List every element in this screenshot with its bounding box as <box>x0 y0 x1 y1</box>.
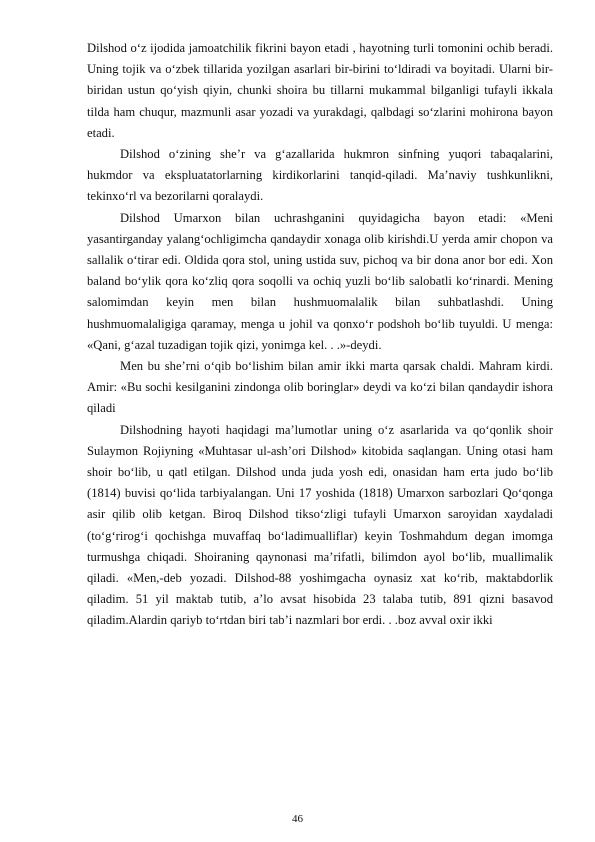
paragraph: Dilshod o‘zining she’r va g‘azallarida hukmron sinfning yuqori tabaqalarini, hukmdor va ekspluatatorlarning kirdikorlarini tanqid-qiladi. Ma’naviy tushkunlikni, tekinxo‘rl va bezorilarni qoralaydi. <box>87 147 553 204</box>
page-number: 46 <box>292 813 303 825</box>
paragraph: Dilshod Umarxon bilan uchrashganini quyidagicha bayon etadi: «Meni yasantirganday yalang‘ochligimcha qandaydir xonaga olib kirishdi.U yerda amir chopon va sallalik o‘tirar edi. Oldida qora stol, uning ustida suv, pichoq va bir dona anor bor edi. Xon baland bo‘ylik qora ko‘zliq qora soqolli va ochiq yuzli bo‘lib salobatli ko‘rinardi. Mening salomimdan keyin men bilan hushmuomalalik bilan suhbatlashdi. Uning hushmuomalaligiga qaramay, menga u johil va qonxo‘r podshoh bo‘lib tuyuldi. U menga: «Qani, g‘azal tuzadigan tojik qizi, yonimga kel. . .»-deydi. <box>87 210 553 352</box>
paragraph: Dilshod o‘z ijodida jamoatchilik fikrini bayon etadi , hayotning turli tomonini ochib beradi. Uning tojik va o‘zbek tillarida yozilgan asarlari bir-birini to‘ldiradi va boyitadi. Ularni bir-biridan ustun qo‘yish qiyin, chunki shoira bu tillarni mukammal bilganligi tufayli ikkala tilda ham chuqur, mazmunli asar yozadi va yurakdagi, qalbdagi so‘zlarini mohirona bayon etadi. <box>87 41 553 140</box>
paragraph: Dilshodning hayoti haqidagi ma’lumotlar uning o‘z asarlarida va qo‘qonlik shoir Sulaymon Rojiyning «Muhtasar ul-ash’ori Dilshod» kitobida saqlangan. Uning otasi ham shoir bo‘lib, u qatl etilgan. Dilshod unda juda yosh edi, onasidan ham erta judo bo‘lib (1814) buvisi qo‘lida tarbiyalangan. Uni 17 yoshida (1818) Umarxon sarbozlari Qo‘qonga asir qilib olib ketgan. Biroq Dilshod tikso‘zligi tufayli Umarxon saroyidan xaydaladi (to‘g‘rirog‘i qochishga muvaffaq bo‘ladimualliflar) keyin Toshmahdum degan imomga turmushga chiqadi. Shoiraning qaynonasi ma’rifatli, bilimdon ayol bo‘lib, muallimalik qiladi. «Men,-deb yozadi. Dilshod-88 yoshimgacha oynasiz xat ko‘rib, maktabdorlik qiladim. 51 yil maktab tutib, a’lo avsat hisobida 23 talaba tutib, 891 qizni basavod qiladim.Alardin qariyb to‘rtdan biri tab’i nazmlari bor erdi. . .boz avval oxir ikki <box>87 422 553 628</box>
paragraph: Men bu she’rni o‘qib bo‘lishim bilan amir ikki marta qarsak chaldi. Mahram kirdi. Amir: «Bu sochi kesilganini zindonga olib boringlar» deydi va ko‘zi bilan qandaydir ishora qiladi <box>87 359 553 416</box>
document-body <box>87 38 553 632</box>
